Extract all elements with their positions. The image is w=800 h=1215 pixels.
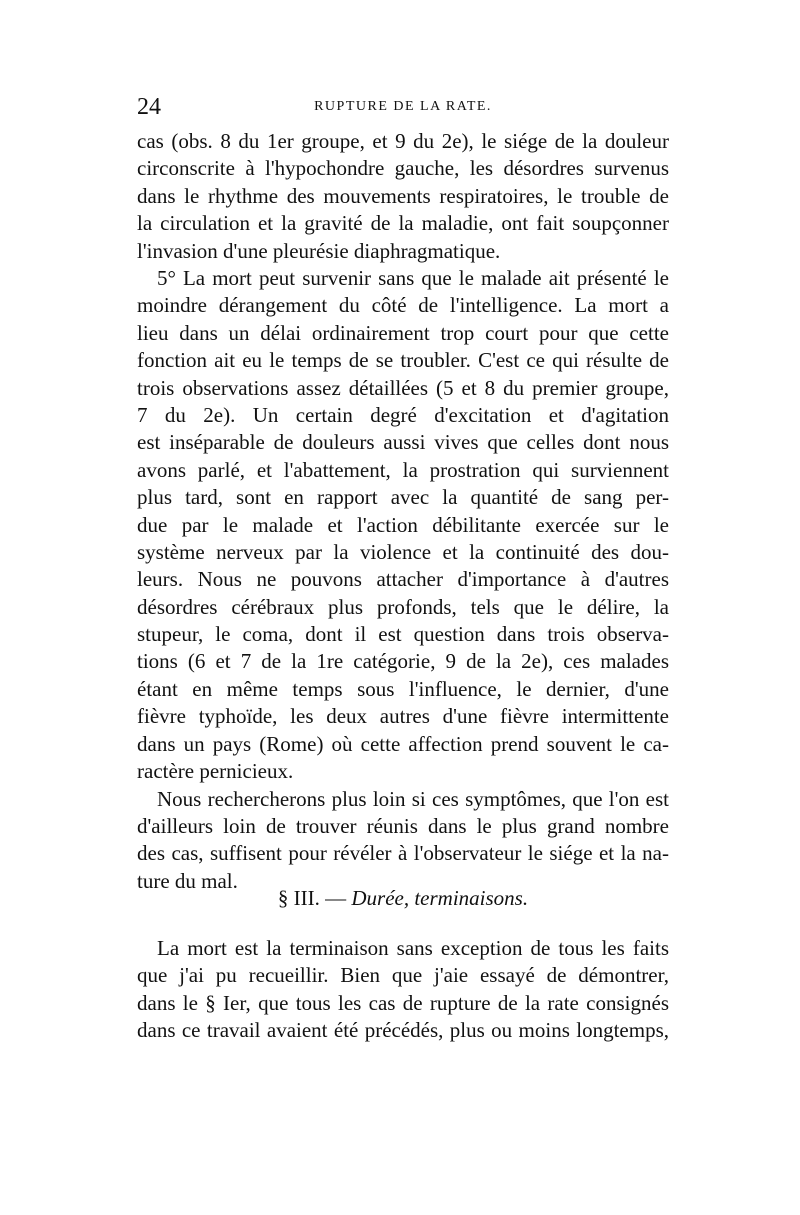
text-line: moindre dérangement du côté de l'intelligence. La mort a <box>137 293 669 318</box>
text-line: stupeur, le coma, dont il est question dans trois observa- <box>137 622 669 647</box>
text-line: dans le rhythme des mouvements respiratoires, le trouble de <box>137 183 669 208</box>
text-line: 5° La mort peut survenir sans que le malade ait présenté le <box>157 266 669 290</box>
text-line: due par le malade et l'action débilitante exercée sur le <box>137 512 669 537</box>
paragraph-2 <box>137 265 669 786</box>
text-line: la circulation et la gravité de la maladie, ont fait soupçonner <box>137 211 669 236</box>
text-line: dans un pays (Rome) où cette affection prend souvent le ca- <box>137 731 669 756</box>
section-number: § III. — <box>277 886 352 910</box>
text-line: étant en même temps sous l'influence, le dernier, d'une <box>137 676 669 701</box>
section-heading <box>137 884 669 912</box>
text-line: plus tard, sont en rapport avec la quantité de sang per- <box>137 485 669 510</box>
running-title: RUPTURE DE LA RATE. <box>314 99 492 114</box>
paragraph-1 <box>137 128 669 265</box>
text-line: fièvre typhoïde, les deux autres d'une fièvre intermittente <box>137 704 669 729</box>
paragraph-3 <box>137 786 669 896</box>
text-line: cas (obs. 8 du 1er groupe, et 9 du 2e), le siége de la douleur <box>137 129 669 153</box>
text-line: avons parlé, et l'abattement, la prostration qui surviennent <box>137 457 669 482</box>
text-line: est inséparable de douleurs aussi vives que celles dont nous <box>137 430 669 455</box>
paragraph-4 <box>137 935 669 1045</box>
body-text <box>137 128 669 896</box>
body-text-continued <box>137 935 669 1045</box>
text-line: ture du mal. <box>137 868 238 893</box>
page-header <box>137 93 669 121</box>
text-line: ractère pernicieux. <box>137 759 294 784</box>
text-line: leurs. Nous ne pouvons attacher d'importance à d'autres <box>137 567 669 592</box>
text-line: désordres cérébraux plus profonds, tels que le délire, la <box>137 594 669 619</box>
section-title: Durée, terminaisons. <box>351 886 529 910</box>
text-line: des cas, suffisent pour révéler à l'observateur le siége et la na- <box>137 841 669 866</box>
text-line: circonscrite à l'hypochondre gauche, les désordres survenus <box>137 156 669 181</box>
text-line: La mort est la terminaison sans exception de tous les faits <box>157 936 669 960</box>
text-line: 7 du 2e). Un certain degré d'excitation et d'agitation <box>137 402 669 427</box>
text-line: Nous rechercherons plus loin si ces symptômes, que l'on est <box>157 786 669 811</box>
text-line: dans ce travail avaient été précédés, plus ou moins longtemps, <box>137 1018 669 1043</box>
text-line: dans le § Ier, que tous les cas de rupture de la rate consignés <box>137 990 669 1015</box>
text-line: tions (6 et 7 de la 1re catégorie, 9 de la 2e), ces malades <box>137 649 669 674</box>
text-line: lieu dans un délai ordinairement trop court pour que cette <box>137 320 669 345</box>
page-number: 24 <box>137 94 161 120</box>
text-line: fonction ait eu le temps de se troubler. C'est ce qui résulte de <box>137 348 669 373</box>
text-line: que j'ai pu recueillir. Bien que j'aie essayé de démontrer, <box>137 963 669 988</box>
text-line: d'ailleurs loin de trouver réunis dans le plus grand nombre <box>137 813 669 838</box>
text-line: l'invasion d'une pleurésie diaphragmatique. <box>137 238 501 263</box>
text-line: trois observations assez détaillées (5 et 8 du premier groupe, <box>137 375 669 400</box>
text-line: système nerveux par la violence et la continuité des dou- <box>137 539 669 564</box>
